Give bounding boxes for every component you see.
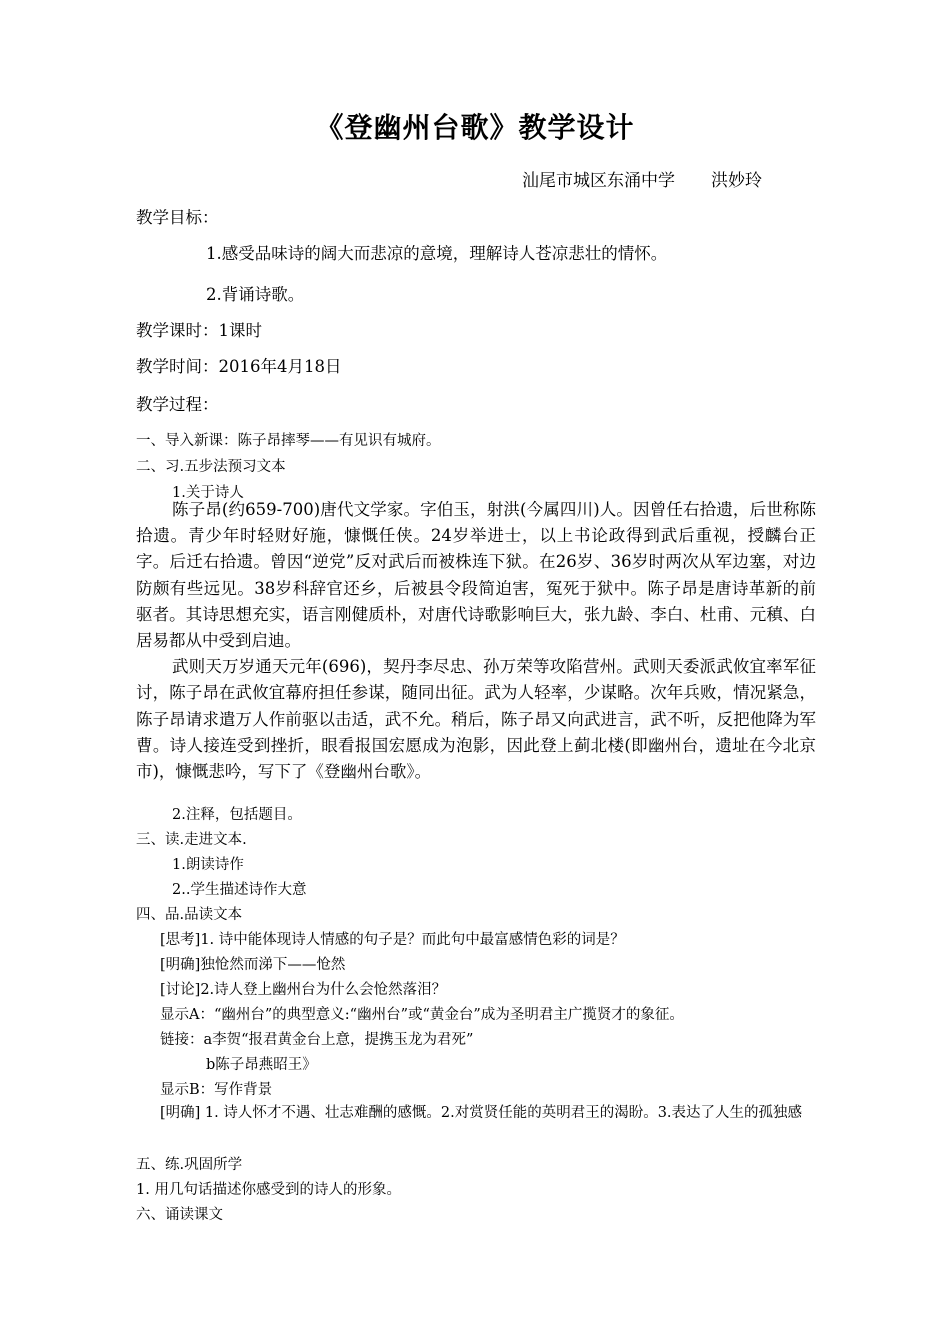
school-name: 汕尾市城区东涌中学 — [522, 171, 675, 191]
section-5: 五、练.巩固所学 — [136, 1157, 243, 1173]
section-2-item-1: 1.关于诗人 — [172, 485, 244, 501]
poet-biography — [136, 497, 816, 785]
think-question: [思考]1. 诗中能体现诗人情感的句子是？而此句中最富感情色彩的词是？ — [160, 932, 625, 948]
section-2: 二、习.五步法预习文本 — [136, 459, 286, 475]
objective-item: 1.感受品味诗的阔大而悲凉的意境，理解诗人苍凉悲壮的情怀。 — [206, 244, 668, 263]
section-3: 三、读.走进文本. — [136, 832, 247, 848]
section-3-item-2: 2..学生描述诗作大意 — [172, 882, 307, 898]
byline — [522, 166, 762, 191]
page-title: 《登幽州台歌》教学设计 — [315, 111, 635, 144]
process-label: 教学过程： — [136, 395, 219, 414]
section-5-item-1: 1. 用几句话描述你感受到的诗人的形象。 — [136, 1182, 401, 1198]
biography-paragraph: 陈子昂(约659-700)唐代文学家。字伯玉，射洪(今属四川)人。因曾任右拾遗，后世称陈拾遗。青少年时轻财好施，慷慨任侠。24岁举进士，以上书论政得到武后重视，授麟台正字。后迁右拾遗。曾因“逆党”反对武后而被株连下狱。在26岁、36岁时两次从军边塞，对边防颇有些远见。38岁科辞官还乡，后被县令段简迫害，冤死于狱中。陈子昂是唐诗革新的前驱者。其诗思想充实，语言刚健质朴，对唐代诗歌影响巨大，张九龄、李白、杜甫、元稹、白居易都从中受到启迪。 — [136, 500, 816, 651]
link-a: 链接：a李贺“报君黄金台上意，提携玉龙为君死” — [160, 1032, 474, 1048]
class-date: 教学时间：2016年4月18日 — [136, 357, 342, 376]
section-1: 一、导入新课：陈子昂摔琴——有见识有城府。 — [136, 433, 441, 449]
show-a: 显示A：“幽州台”的典型意义:“幽州台”或“黄金台”成为圣明君主广揽贤才的象征。 — [160, 1007, 684, 1023]
discussion-question: [讨论]2.诗人登上幽州台为什么会怆然落泪？ — [160, 982, 447, 998]
objective-item: 2.背诵诗歌。 — [206, 285, 305, 304]
section-3-item-1: 1.朗读诗作 — [172, 857, 244, 873]
author-name: 洪妙玲 — [711, 171, 762, 191]
class-hours: 教学课时：1课时 — [136, 321, 262, 340]
section-2-item-2: 2.注释，包括题目。 — [172, 807, 302, 823]
section-4: 四、品.品读文本 — [136, 907, 243, 923]
objectives-label: 教学目标： — [136, 208, 219, 227]
background-paragraph: 武则天万岁通天元年(696)，契丹李尽忠、孙万荣等攻陷营州。武则天委派武攸宜率军征讨，陈子昂在武攸宜幕府担任参谋，随同出征。武为人轻率，少谋略。次年兵败，情况紧急，陈子昂请求遣万人作前驱以击适，武不允。稍后，陈子昂又向武进言，武不听，反把他降为军曹。诗人接连受到挫折，眼看报国宏愿成为泡影，因此登上蓟北楼(即幽州台，遗址在今北京市)，慷慨悲吟，写下了《登幽州台歌》。 — [136, 657, 816, 782]
link-b: b陈子昂燕昭王》 — [206, 1057, 317, 1073]
answer-paragraph: [明确] 1. 诗人怀才不遇、壮志难酬的感慨。2.对赏贤任能的英明君王的渴盼。3.表达了人生的孤独感 — [160, 1105, 803, 1121]
section-6: 六、诵读课文 — [136, 1207, 223, 1223]
show-b: 显示B：写作背景 — [160, 1082, 273, 1098]
think-answer: [明确]独怆然而涕下——怆然 — [160, 957, 346, 973]
